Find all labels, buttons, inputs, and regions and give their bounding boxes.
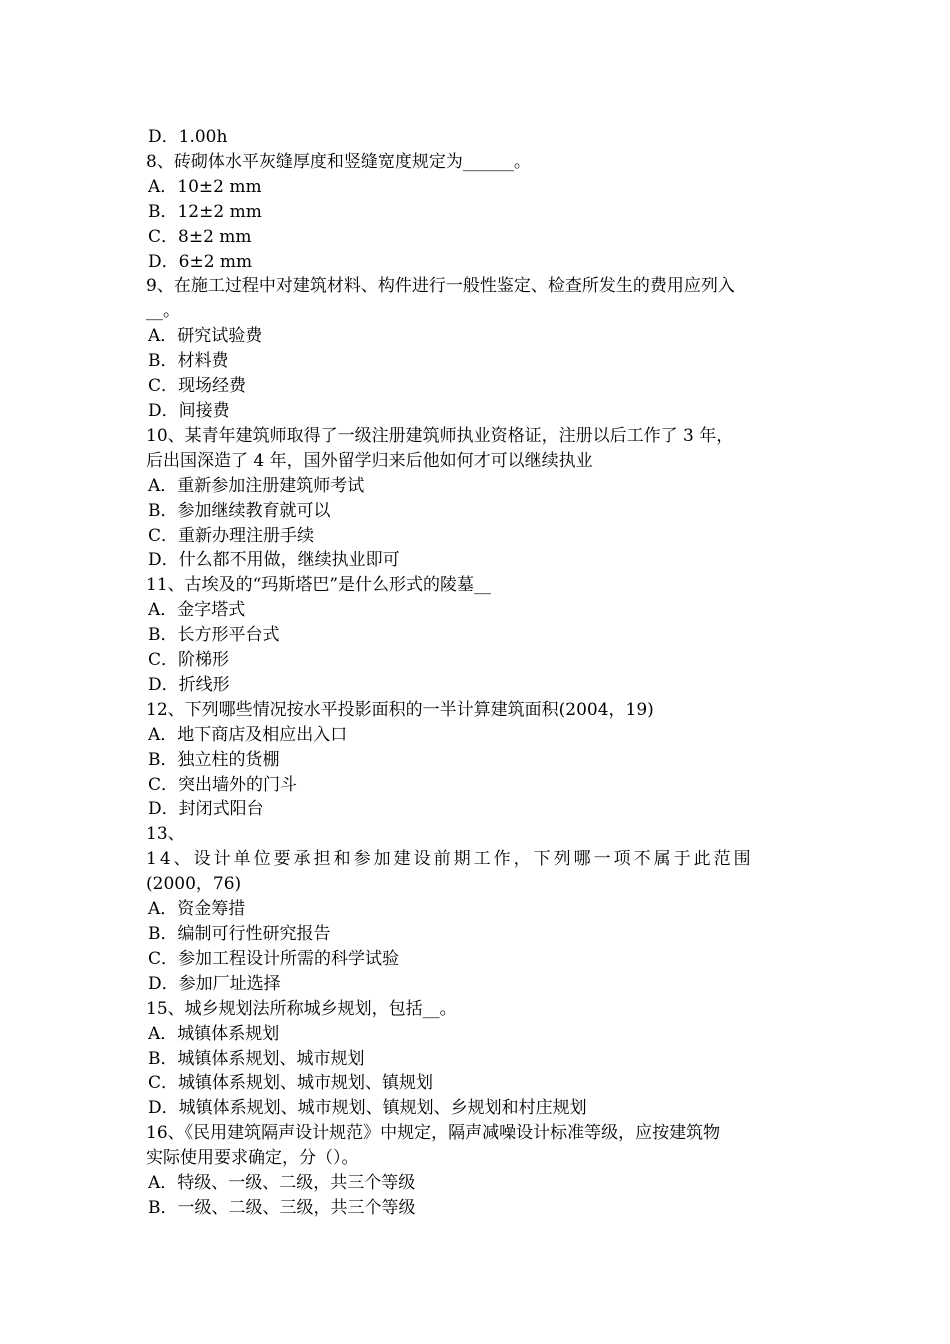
answer-option: A．金字塔式	[148, 600, 246, 621]
question-text: __。	[146, 301, 180, 322]
question-text: 12、下列哪些情况按水平投影面积的一半计算建筑面积(2004，19)	[146, 699, 654, 720]
question-text: 13、	[146, 824, 185, 845]
answer-option: C．8±2 mm	[148, 226, 252, 247]
answer-option: D．折线形	[148, 674, 230, 695]
question-text: 8、砖砌体水平灰缝厚度和竖缝宽度规定为______。	[146, 151, 531, 172]
answer-option: A．10±2 mm	[148, 176, 262, 197]
answer-option: A．资金筹措	[148, 899, 246, 920]
answer-option: B．参加继续教育就可以	[148, 500, 331, 521]
answer-option: C．城镇体系规划、城市规划、镇规划	[148, 1073, 434, 1094]
answer-option: A．城镇体系规划	[148, 1023, 280, 1044]
answer-option: D．间接费	[148, 400, 230, 421]
answer-option: A．研究试验费	[148, 326, 263, 347]
answer-option: A．特级、一级、二级，共三个等级	[148, 1173, 416, 1194]
answer-option: D．城镇体系规划、城市规划、镇规划、乡规划和村庄规划	[148, 1098, 587, 1119]
question-text: 后出国深造了 4 年，国外留学归来后他如何才可以继续执业	[146, 450, 593, 471]
answer-option: D．6±2 mm	[148, 251, 253, 272]
answer-option: B．独立柱的货棚	[148, 749, 280, 770]
question-text: 实际使用要求确定，分（）。	[146, 1148, 359, 1169]
answer-option: D．参加厂址选择	[148, 973, 281, 994]
answer-option: D．封闭式阳台	[148, 799, 264, 820]
answer-option: B．12±2 mm	[148, 201, 262, 222]
question-text: 10、某青年建筑师取得了一级注册建筑师执业资格证，注册以后工作了 3 年，	[146, 425, 734, 446]
answer-option: B．城镇体系规划、城市规划	[148, 1048, 365, 1069]
answer-option: B．编制可行性研究报告	[148, 924, 331, 944]
question-list	[146, 125, 808, 1221]
question-text: 15、城乡规划法所称城乡规划，包括__。	[146, 998, 457, 1019]
question-text: 16、《民用建筑隔声设计规范》中规定，隔声减噪设计标准等级，应按建筑物	[146, 1123, 721, 1144]
answer-option: B．材料费	[148, 351, 229, 372]
answer-option: A．重新参加注册建筑师考试	[148, 475, 365, 496]
question-text: 11、古埃及的“玛斯塔巴”是什么形式的陵墓__	[146, 575, 492, 596]
answer-option: C．突出墙外的门斗	[148, 774, 298, 795]
answer-option: C．重新办理注册手续	[148, 525, 315, 546]
answer-option: C．参加工程设计所需的科学试验	[148, 948, 400, 969]
question-text: (2000，76)	[146, 874, 242, 895]
question-text: 9、在施工过程中对建筑材料、构件进行一般性鉴定、检查所发生的费用应列入	[146, 276, 735, 297]
answer-option: C．阶梯形	[148, 650, 230, 671]
answer-option: D．什么都不用做，继续执业即可	[148, 550, 400, 571]
answer-option: D．1.00h	[148, 127, 228, 147]
answer-option: B．一级、二级、三级，共三个等级	[148, 1197, 416, 1218]
answer-option: B．长方形平台式	[148, 625, 280, 646]
answer-option: A．地下商店及相应出入口	[148, 724, 348, 745]
question-text: 14、设计单位要承担和参加建设前期工作，下列哪一项不属于此范围	[146, 849, 754, 870]
answer-option: C．现场经费	[148, 376, 247, 397]
